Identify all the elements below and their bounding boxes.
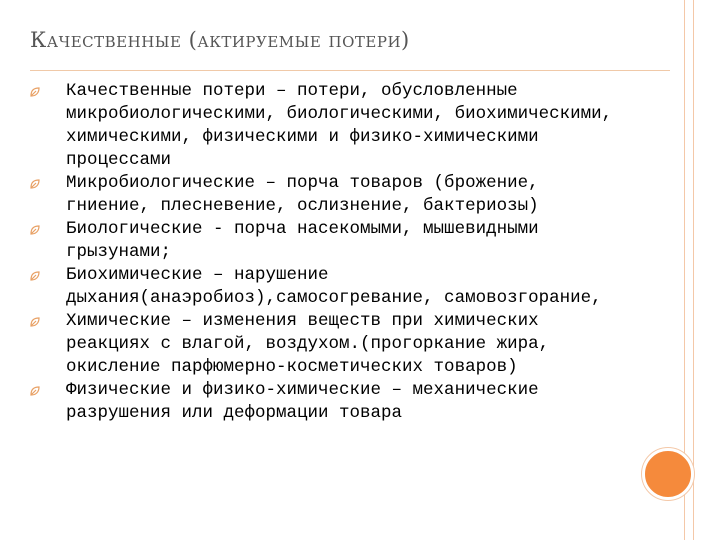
- bullet-text: Физические и физико-химические – механические разрушения или деформации товара: [66, 380, 539, 423]
- leaf-bullet-icon: [30, 87, 40, 97]
- leaf-bullet-icon: [30, 271, 40, 281]
- list-item: [30, 310, 630, 379]
- slide-title: Качественные (актируемые потери): [30, 28, 410, 52]
- title-divider: [30, 70, 670, 71]
- leaf-bullet-icon: [30, 225, 40, 235]
- list-item: [30, 218, 630, 264]
- orange-circle-icon: [642, 448, 694, 500]
- list-item: [30, 264, 630, 310]
- bullet-text: Качественные потери – потери, обусловленные микробиологическими, биологическими, биохимическими, химическими, физическими и физико-химическими процессами: [66, 81, 613, 170]
- list-item: [30, 172, 630, 218]
- leaf-bullet-icon: [30, 317, 40, 327]
- bullet-text: Биохимические – нарушение дыхания(анаэробиоз),самосогревание, самовозгорание,: [66, 265, 602, 308]
- leaf-bullet-icon: [30, 386, 40, 396]
- bullet-text: Химические – изменения веществ при химических реакциях с влагой, воздухом.(прогоркание жира, окисление парфюмерно-косметических товаров): [66, 311, 550, 377]
- bullet-text: Микробиологические – порча товаров (брожение, гниение, плесневение, ослизнение, бактериозы): [66, 173, 539, 216]
- list-item: [30, 80, 630, 172]
- leaf-bullet-icon: [30, 179, 40, 189]
- bullet-text: Биологические - порча насекомыми, мышевидными грызунами;: [66, 219, 539, 262]
- list-item: [30, 379, 630, 425]
- bullet-list: [30, 80, 630, 425]
